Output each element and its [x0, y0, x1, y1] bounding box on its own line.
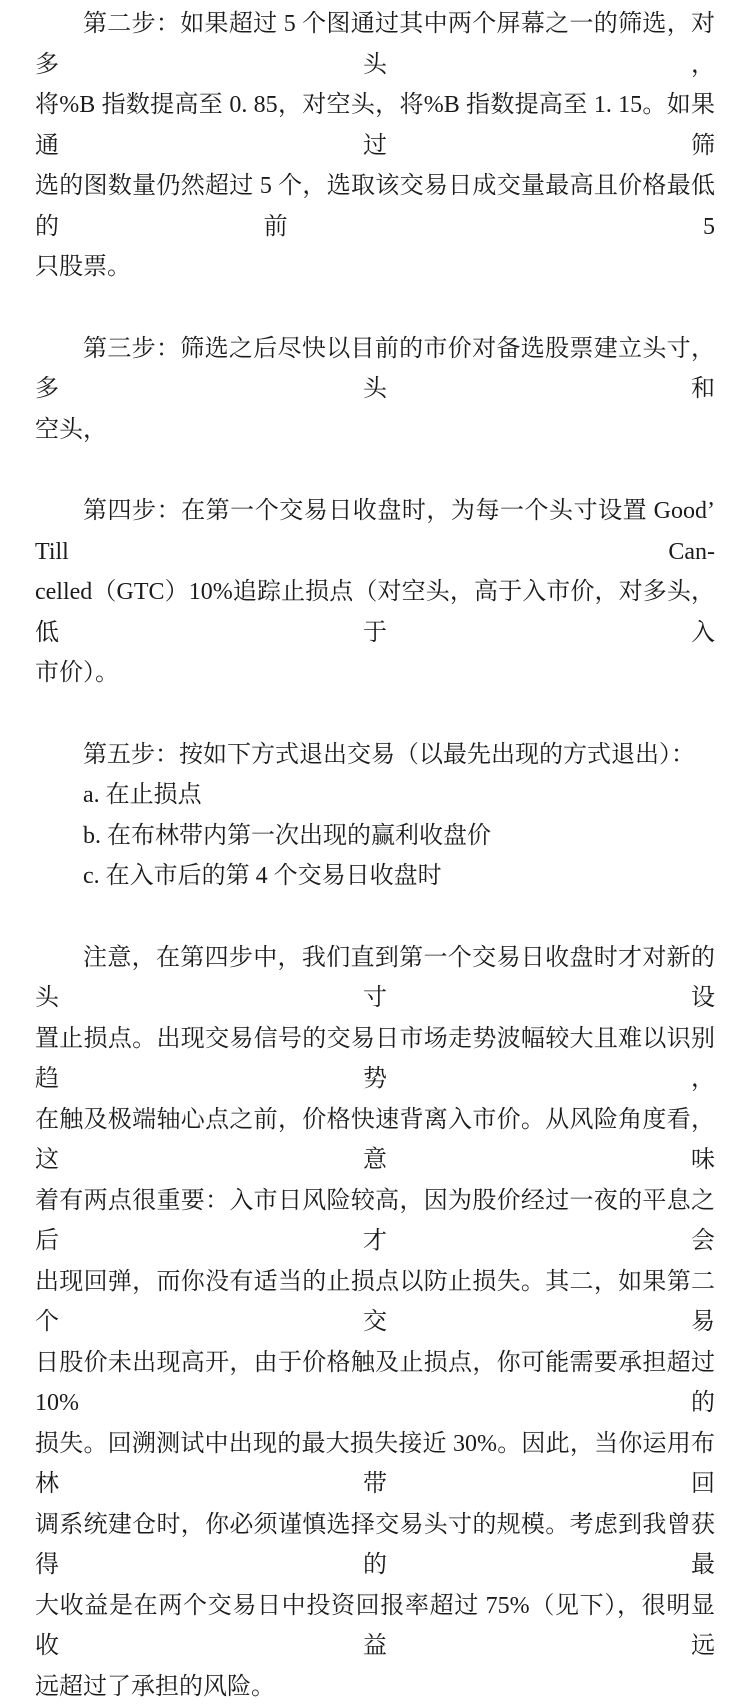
text-line: 损失。回溯测试中出现的最大损失接近 30%。因此，当你运用布林带回	[35, 1424, 715, 1505]
text-line: 第二步：如果超过 5 个图通过其中两个屏幕之一的筛选，对多头，	[35, 4, 715, 85]
paragraph-step4	[35, 491, 715, 694]
text-line: 置止损点。出现交易信号的交易日市场走势波幅较大且难以识别趋势，	[35, 1019, 715, 1100]
paragraph-note	[35, 938, 715, 1707]
text-line: 日股价未出现高开，由于价格触及止损点，你可能需要承担超过 10%的	[35, 1343, 715, 1424]
text-line: 第五步：按如下方式退出交易（以最先出现的方式退出）：	[35, 735, 715, 776]
list-item-c: c. 在入市后的第 4 个交易日收盘时	[35, 856, 715, 897]
text-line: 着有两点很重要：入市日风险较高，因为股价经过一夜的平息之后才会	[35, 1181, 715, 1262]
list-item-b: b. 在布林带内第一次出现的赢利收盘价	[35, 816, 715, 857]
text-line: 第四步：在第一个交易日收盘时，为每一个头寸设置 Good’ Till Can-	[35, 491, 715, 572]
text-line: 大收益是在两个交易日中投资回报率超过 75%（见下），很明显收益远	[35, 1586, 715, 1667]
text-line: celled（GTC）10%追踪止损点（对空头，高于入市价，对多头，低于入	[35, 572, 715, 653]
text-line: 选的图数量仍然超过 5 个，选取该交易日成交量最高且价格最低的前 5	[35, 166, 715, 247]
text-line: 只股票。	[35, 247, 715, 288]
text-line: 空头，	[35, 410, 715, 451]
text-line: 第三步：筛选之后尽快以目前的市价对备选股票建立头寸，多头和	[35, 329, 715, 410]
text-line: 出现回弹，而你没有适当的止损点以防止损失。其二，如果第二个交易	[35, 1262, 715, 1343]
text-line: 在触及极端轴心点之前，价格快速背离入市价。从风险角度看，这意味	[35, 1100, 715, 1181]
text-line: 市价）。	[35, 653, 715, 694]
paragraph-step3	[35, 329, 715, 451]
list-item-a: a. 在止损点	[35, 775, 715, 816]
text-line: 注意，在第四步中，我们直到第一个交易日收盘时才对新的头寸设	[35, 938, 715, 1019]
text-line: 将%B 指数提高至 0. 85，对空头，将%B 指数提高至 1. 15。如果通过筛	[35, 85, 715, 166]
text-line: 远超过了承担的风险。	[35, 1667, 715, 1707]
paragraph-step5	[35, 735, 715, 897]
text-line: 调系统建仓时，你必须谨慎选择交易头寸的规模。考虑到我曾获得的最	[35, 1505, 715, 1586]
paragraph-step2	[35, 4, 715, 288]
